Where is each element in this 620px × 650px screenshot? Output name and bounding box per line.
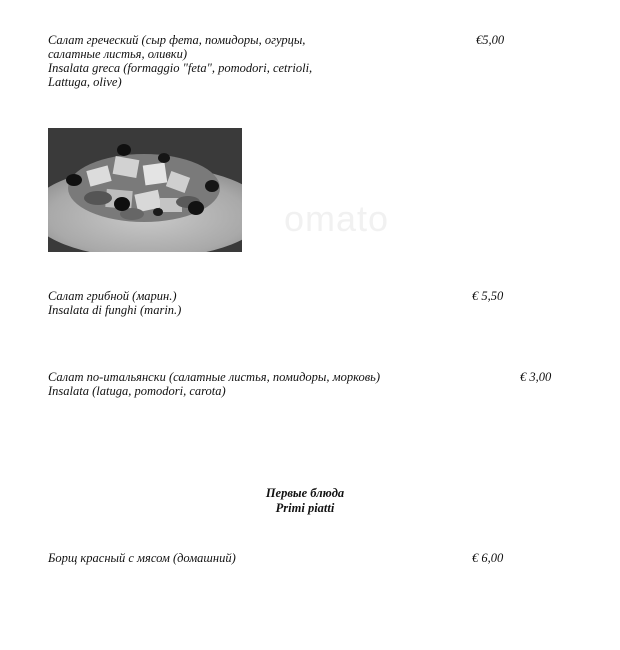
section-heading xyxy=(0,486,610,516)
item-price: €5,00 xyxy=(476,33,505,47)
item-price: € 5,50 xyxy=(472,289,504,303)
menu-item-borscht xyxy=(48,551,236,565)
item-name-it-cont: Lattuga, olive) xyxy=(48,75,122,89)
menu-item-mushroom-salad xyxy=(48,289,181,317)
section-title-ru: Первые блюда xyxy=(265,486,345,500)
item-price: € 3,00 xyxy=(520,370,552,384)
item-name-it: Insalata (latuga, pomodori, carota) xyxy=(48,384,226,398)
item-name-it: Insalata di funghi (marin.) xyxy=(48,303,182,317)
menu-item-italian-salad xyxy=(48,370,380,398)
section-title-it: Primi piatti xyxy=(275,501,335,515)
item-name-it: Insalata greca (formaggio "feta", pomodori, cetrioli, xyxy=(48,61,313,75)
item-name-ru: Салат грибной (марин.) xyxy=(48,289,177,303)
salad-photo xyxy=(48,128,242,252)
menu-item-greek-salad xyxy=(48,33,312,89)
item-name-ru: Борщ красный с мясом (домашний) xyxy=(48,551,236,565)
item-price: € 6,00 xyxy=(472,551,504,565)
item-name-ru: Салат по-итальянски (салатные листья, помидоры, морковь) xyxy=(48,370,380,384)
watermark: omato xyxy=(284,198,390,239)
item-name-ru: Салат греческий (сыр фета, помидоры, огурцы, xyxy=(48,33,306,47)
item-name-ru-cont: салатные листья, оливки) xyxy=(48,47,188,61)
